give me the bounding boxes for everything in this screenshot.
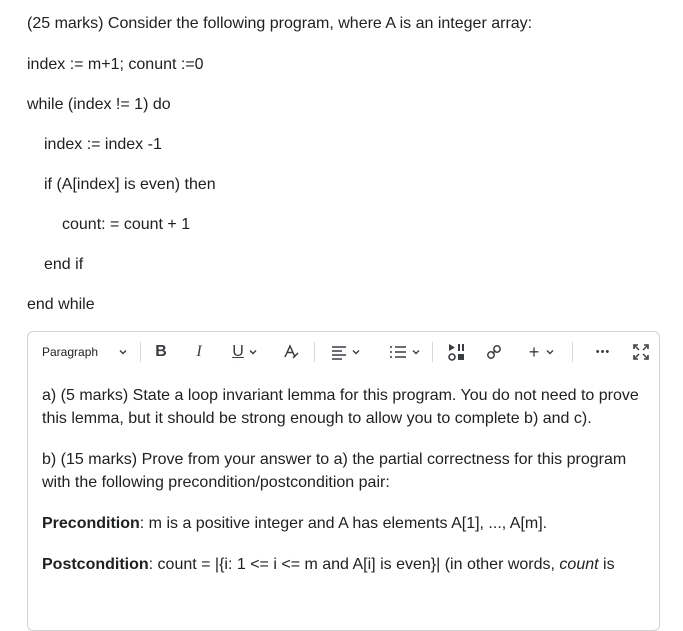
answer-editor[interactable] [27,331,660,631]
code-line: count: = count + 1 [62,216,191,233]
precondition [42,512,642,535]
chevron-down-icon [545,347,555,357]
part-a-text: a) (5 marks) State a loop invariant lemma for this program. You do not need to prove this lemma, but it should be strong enough to allow you to complete b) and c). [42,387,639,427]
editor-content[interactable] [42,384,642,594]
bold-button[interactable]: B [155,343,167,360]
precondition-text: : m is a positive integer and A has elements A[1], ..., A[m]. [139,515,548,532]
toolbar-divider [314,342,315,362]
insert-media-button[interactable] [444,340,468,364]
more-options-button[interactable]: ••• [595,346,611,358]
question-header: (25 marks) Consider the following program, where A is an integer array: [27,15,533,32]
text-color-icon [282,343,300,361]
chevron-down-icon [351,347,361,357]
italic-button[interactable]: I [196,343,202,360]
list-button[interactable] [384,340,424,364]
chevron-down-icon [118,347,128,357]
postcondition-label: Postcondition [42,556,149,573]
postcondition-emphasis: count [559,556,599,573]
media-icon [446,342,466,362]
code-line: if (A[index] is even) then [44,176,216,193]
link-icon [485,343,503,361]
chevron-down-icon [248,347,258,357]
list-icon [388,343,408,361]
paragraph-label: Paragraph [42,345,99,359]
part-b-text: b) (15 marks) Prove from your answer to a) the partial correctness for this program with the following precondition/postcondition pair: [42,451,627,491]
fullscreen-button[interactable] [630,340,652,364]
toolbar-divider [140,342,141,362]
code-line: index := index -1 [44,136,162,153]
code-line: index := m+1; conunt :=0 [27,56,204,73]
align-button[interactable] [326,340,364,364]
underline-label: U [232,343,244,360]
insert-link-button[interactable] [482,340,506,364]
underline-button[interactable] [228,340,262,364]
postcondition-tail: is [598,556,615,573]
paragraph-format-dropdown[interactable] [42,340,134,364]
precondition-label: Precondition [42,515,140,532]
toolbar-divider [432,342,433,362]
postcondition-text: : count = |{i: 1 <= i <= m and A[i] is even}| (in other words, [148,556,560,573]
code-line: while (index != 1) do [27,96,171,113]
chevron-down-icon [411,347,421,357]
insert-more-button[interactable] [524,340,560,364]
insert-label: + [528,341,540,362]
code-line: end if [44,256,84,273]
toolbar-divider [572,342,573,362]
align-icon [330,343,348,361]
code-line: end while [27,296,95,313]
editor-toolbar [28,332,659,372]
fullscreen-icon [632,343,650,361]
postcondition [42,553,642,576]
text-color-button[interactable] [280,340,302,364]
